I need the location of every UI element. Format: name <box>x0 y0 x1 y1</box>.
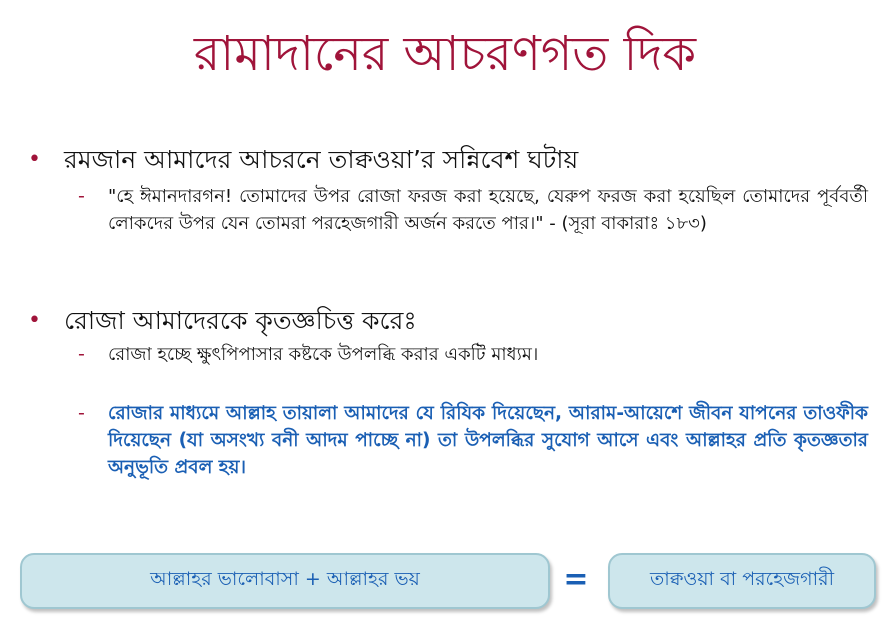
sub-bullet-2-1-text: রোজা হচ্ছে ক্ষুৎপিপাসার কষ্টকে উপলব্ধি করার একটি মাধ্যম। <box>108 344 539 365</box>
equation-right-box <box>608 553 876 609</box>
equation-left-text: আল্লাহর ভালোবাসা + আল্লাহর ভয় <box>150 568 420 590</box>
slide-title: রামাদানের আচরণগত দিক <box>193 26 697 82</box>
sub-bullet-2-1 <box>78 341 868 368</box>
bullet-dot: • <box>28 147 41 172</box>
sub-bullet-2-2-text: রোজার মাধ্যমে আল্লাহ তায়ালা আমাদের যে রিযিক দিয়েছেন, আরাম-আয়েশে জীবন যাপনের তাওফীক দিয়েছেন (যা অসংখ্য বনী আদম পাচ্ছে না) তা উপলব্ধির সুযোগ আসে এবং আল্লাহর প্রতি কৃতজ্ঞতার অনুভূতি প্রবল হয়। <box>108 403 868 478</box>
equals-sign: = <box>563 562 589 597</box>
bullet-2-text: রোজা আমাদেরকে কৃতজ্ঞচিত্ত করেঃ <box>64 306 417 335</box>
sub-dash: - <box>78 343 85 365</box>
sub-dash: - <box>78 185 85 207</box>
bullet-2 <box>28 306 417 336</box>
equation-left-box <box>20 553 550 609</box>
bullet-1-text: রমজান আমাদের আচরনে তাক্বওয়া’র সন্নিবেশ ঘটায় <box>64 145 579 174</box>
quran-quote-text: "হে ঈমানদারগন! তোমাদের উপর রোজা ফরজ করা হয়েছে, যেরুপ ফরজ করা হয়েছিল তোমাদের পূর্ববর্তী লোকদের উপর যেন তোমরা পরহেজগারী অর্জন করতে পার।" - (সূরা বাকারাঃ ১৮৩) <box>108 186 868 234</box>
bullet-1 <box>28 145 578 175</box>
sub-bullet-2-2 <box>78 400 868 481</box>
equation-right-text: তাক্বওয়া বা পরহেজগারী <box>649 568 835 590</box>
bullet-dot: • <box>28 308 41 333</box>
sub-dash: - <box>78 402 85 424</box>
sub-bullet-1-1 <box>78 183 868 237</box>
